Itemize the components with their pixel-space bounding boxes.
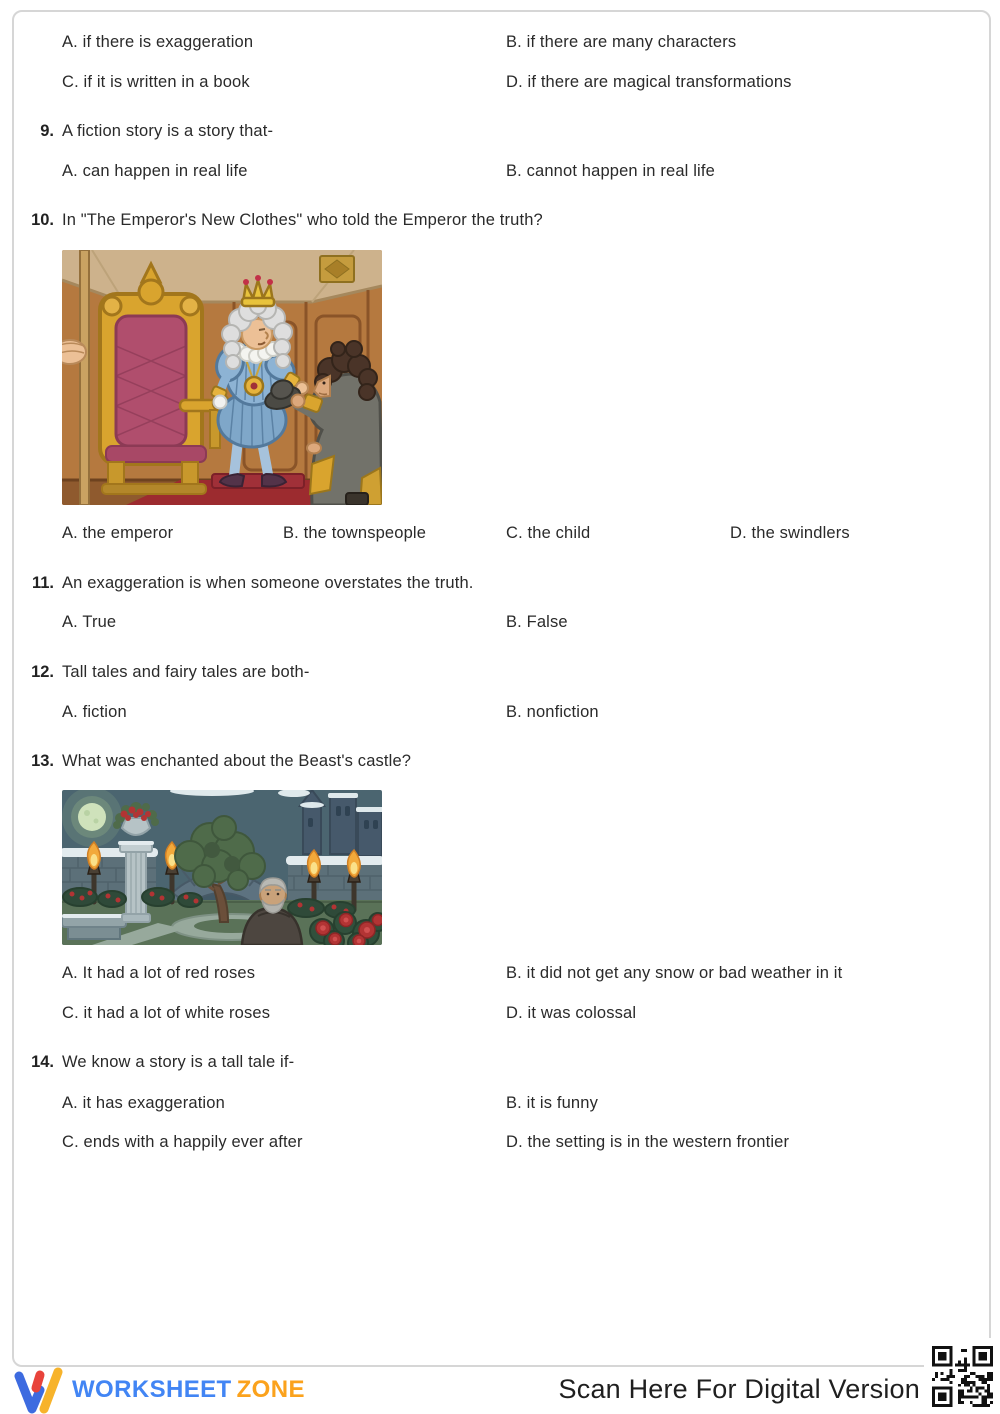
answer-option: A. can happen in real life [62, 162, 248, 180]
worksheet-zone-logo [13, 1366, 305, 1414]
brand-primary: WORKSHEET [72, 1376, 232, 1403]
question-number: 14. [31, 1053, 54, 1071]
brand-name [72, 1367, 305, 1413]
question-text: In "The Emperor's New Clothes" who told the Emperor the truth? [62, 211, 543, 229]
answer-option: A. it has exaggeration [62, 1094, 225, 1112]
answer-option: B. nonfiction [506, 703, 599, 721]
question-number: 11. [31, 574, 54, 592]
question-text: Tall tales and fairy tales are both- [62, 663, 310, 681]
answer-option: B. False [506, 613, 568, 631]
answer-option: D. it was colossal [506, 1004, 637, 1022]
emperor-new-clothes-illustration [62, 250, 382, 505]
answer-option: B. the townspeople [283, 524, 427, 542]
answer-option: A. It had a lot of red roses [62, 964, 256, 982]
answer-option: D. the swindlers [730, 524, 850, 542]
answer-option: C. if it is written in a book [62, 73, 250, 91]
answer-option: D. if there are magical transformations [506, 73, 792, 91]
beast-castle-garden-illustration [62, 790, 382, 945]
answer-option: A. fiction [62, 703, 127, 721]
answer-option: B. cannot happen in real life [506, 162, 715, 180]
answer-option: C. it had a lot of white roses [62, 1004, 271, 1022]
question-text: A fiction story is a story that- [62, 122, 274, 140]
qr-code [924, 1338, 1000, 1414]
answer-option: A. True [62, 613, 117, 631]
answer-option: A. the emperor [62, 524, 174, 542]
answer-option: C. ends with a happily ever after [62, 1133, 303, 1151]
answer-option: B. it did not get any snow or bad weather in it [506, 964, 843, 982]
question-text: What was enchanted about the Beast's castle? [62, 752, 412, 770]
answer-option: D. the setting is in the western frontier [506, 1133, 790, 1151]
question-number: 12. [31, 663, 54, 681]
worksheet-zone-logo-icon [13, 1366, 63, 1414]
answer-option: B. it is funny [506, 1094, 598, 1112]
answer-option: B. if there are many characters [506, 33, 737, 51]
question-number: 10. [31, 211, 54, 229]
scan-here-text: Scan Here For Digital Version [558, 1374, 920, 1404]
answer-option: A. if there is exaggeration [62, 33, 254, 51]
question-text: An exaggeration is when someone overstates the truth. [62, 574, 474, 592]
question-number: 9. [40, 122, 54, 140]
answer-option: C. the child [506, 524, 591, 542]
question-text: We know a story is a tall tale if- [62, 1053, 295, 1071]
question-number: 13. [31, 752, 54, 770]
brand-secondary: ZONE [236, 1376, 305, 1403]
